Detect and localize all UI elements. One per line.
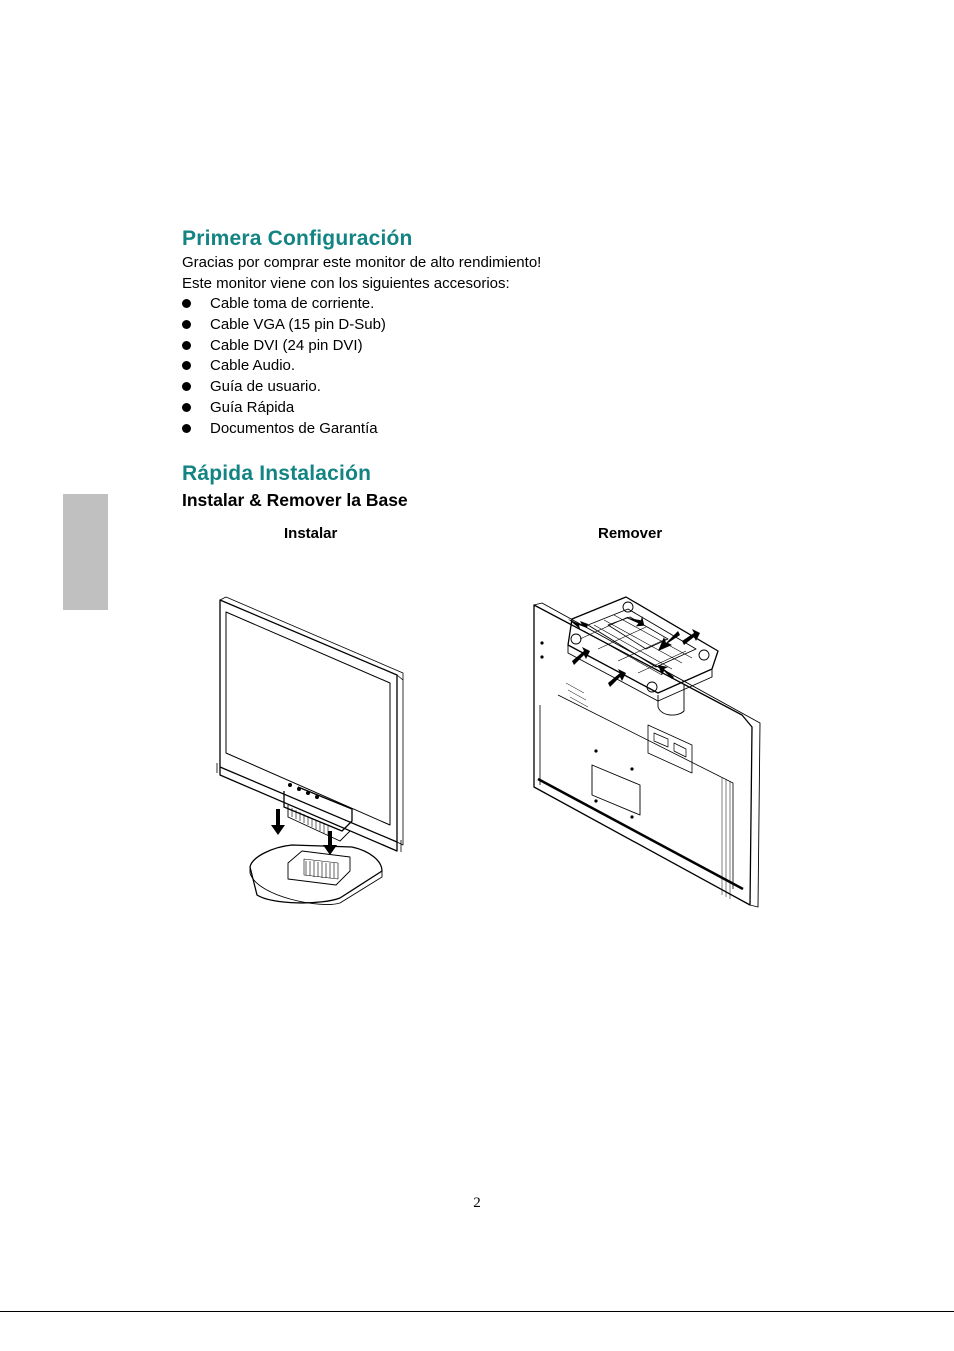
intro-text-1: Gracias por comprar este monitor de alto rendimiento! [182,254,542,271]
list-item: Guía de usuario. [182,377,386,398]
bullet-icon [182,403,191,412]
bullet-icon [182,361,191,370]
section-title-rapida-instalacion: Rápida Instalación [182,462,372,485]
bullet-icon [182,382,191,391]
list-item: Cable DVI (24 pin DVI) [182,336,386,357]
caption-remove: Remover [598,525,663,542]
list-item: Cable VGA (15 pin D-Sub) [182,315,386,336]
stand-plate [568,597,718,693]
bullet-icon [182,341,191,350]
list-item: Documentos de Garantía [182,419,386,440]
page-number: 2 [473,1195,481,1211]
section-title-primera-configuracion: Primera Configuración [182,227,413,250]
install-stand-illustration [212,595,408,910]
list-item: Guía Rápida [182,398,386,419]
footer-divider [0,1311,954,1312]
bullet-icon [182,424,191,433]
monitor-back [534,605,752,905]
intro-text-2: Este monitor viene con los siguientes accesorios: [182,275,510,292]
stand-base [250,845,382,903]
accessory-list [182,294,386,440]
caption-install: Instalar [284,525,338,542]
list-item: Cable toma de corriente. [182,294,386,315]
list-item: Cable Audio. [182,356,386,377]
bullet-icon [182,320,191,329]
monitor-bezel [220,600,397,842]
subsection-title: Instalar & Remover la Base [182,490,408,510]
side-tab-marker [63,494,108,610]
remove-stand-illustration [528,595,768,910]
bullet-icon [182,299,191,308]
